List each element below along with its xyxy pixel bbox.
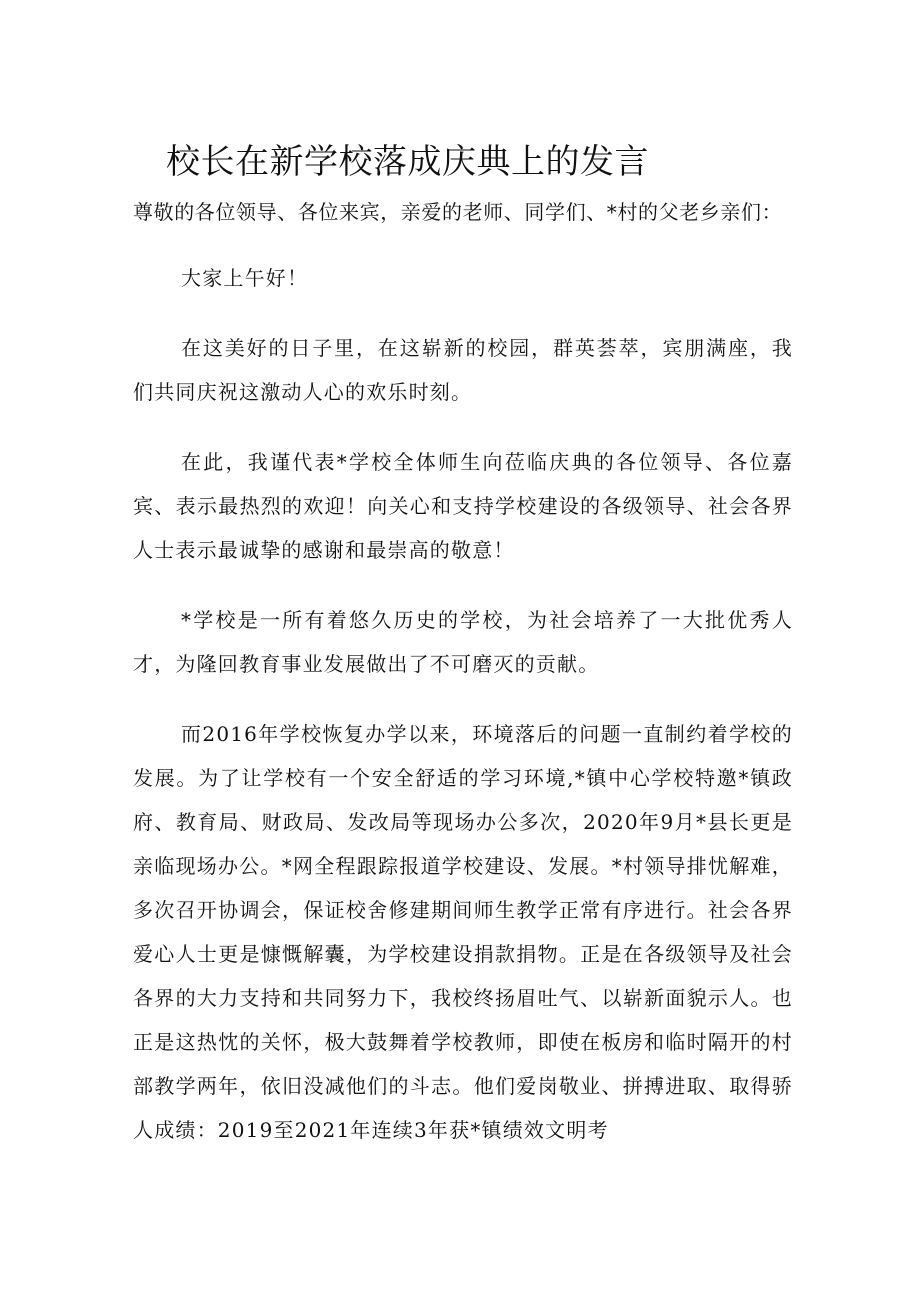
document-body: [133, 190, 793, 1152]
salutation: 尊敬的各位领导、各位来宾，亲爱的老师、同学们、*村的父老乡亲们：: [133, 200, 783, 224]
paragraph-celebration: 在这美好的日子里，在这崭新的校园，群英荟萃，宾朋满座，我们共同庆祝这激动人心的欢乐时刻。: [133, 336, 793, 404]
paragraph-development: 而2016年学校恢复办学以来，环境落后的问题一直制约着学校的发展。为了让学校有一个安全舒适的学习环境,*镇中心学校特邀*镇政府、教育局、财政局、发改局等现场办公多次，2020年9月*县长更是亲临现场办公。*网全程跟踪报道学校建设、发展。*村领导排忧解难，多次召开协调会，保证校舍修建期间师生教学正常有序进行。社会各界爱心人士更是慷慨解囊，为学校建设捐款捐物。正是在各级领导及社会各界的大力支持和共同努力下，我校终扬眉吐气、以崭新面貌示人。也正是这热忱的关怀，极大鼓舞着学校教师，即使在板房和临时隔开的村部教学两年，依旧没减他们的斗志。他们爱岗敬业、拼搏进取、取得骄人成绩：2019至2021年连续3年获*镇绩效文明考: [133, 722, 793, 1142]
paragraph-history: *学校是一所有着悠久历史的学校，为社会培养了一大批优秀人才，为隆回教育事业发展做出了不可磨灭的贡献。: [133, 608, 793, 676]
document-title: 校长在新学校落成庆典上的发言: [166, 142, 649, 182]
paragraph-greeting: 大家上午好！: [181, 266, 309, 290]
paragraph-welcome: 在此，我谨代表*学校全体师生向莅临庆典的各位领导、各位嘉宾、表示最热烈的欢迎！向关心和支持学校建设的各级领导、社会各界人士表示最诚挚的感谢和最崇高的敬意！: [133, 450, 793, 562]
